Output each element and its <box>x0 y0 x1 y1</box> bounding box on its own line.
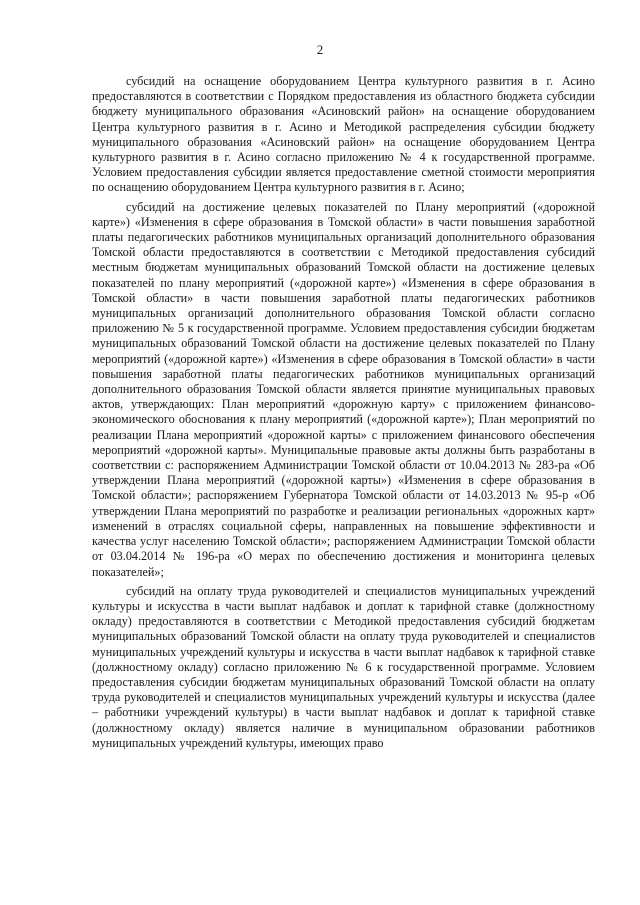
paragraph-subsidy-education-roadmap: субсидий на достижение целевых показателей по Плану мероприятий («дорожной карте») «Изменения в сфере образования в Томской области» в части повышения заработной платы педагогических работников муниципальных организаций дополнительного образования Томской области предоставляются в соответствии с Методикой предоставления субсидий местным бюджетам муниципальных образований Томской области на достижение целевых показателей по плану мероприятий («дорожной карте») «Изменения в сфере образования в Томской области» в части повышения заработной платы педагогических работников муниципальных организаций дополнительного образования Томской области согласно приложению № 5 к государственной программе. Условием предоставления субсидии бюджетам муниципальных образований Томской области на достижение целевых показателей по Плану мероприятий («дорожной карте») «Изменения в сфере образования в Томской области» в части повышения заработной платы педагогических работников муниципальных организаций дополнительного образования Томской области является принятие муниципальных правовых актов, утверждающих: План мероприятий «дорожную карту» с приложением финансово-экономического обоснования к плану мероприятий («дорожной карте»); План мероприятий по реализации Плана мероприятий «дорожной карты» с приложением финансового обеспечения мероприятий «дорожной карты». Муниципальные правовые акты должны быть разработаны в соответствии с: распоряжением Администрации Томской области от 10.04.2013 № 283-ра «Об утверждении Плана мероприятий («дорожной карты») «Изменения в сфере образования в Томской области»; распоряжением Губернатора Томской области от 14.03.2013 № 95-р «Об утверждении Плана мероприятий по разработке и реализации региональных «дорожных карт» изменений в отраслях социальной сферы, направленных на повышение эффективности и качества услуг населению Томской области»; распоряжением Администрации Томской области от 03.04.2014 № 196-ра «О мерах по обеспечению достижения и мониторинга целевых показателей»; <box>92 199 595 579</box>
document-body <box>92 74 595 755</box>
paragraph-subsidy-culture-wages: субсидий на оплату труда руководителей и специалистов муниципальных учреждений культуры и искусства в части выплат надбавок и доплат к тарифной ставке (должностному окладу) предоставляются в соответствии с Методикой предоставления субсидий бюджетам муниципальных образований Томской области на оплату труда руководителей и специалистов муниципальных учреждений культуры и искусства в части выплат надбавок к тарифной ставке (должностному окладу) согласно приложению № 6 к государственной программе. Условием предоставления субсидии бюджетам муниципальных образований Томской области на оплату труда руководителей и специалистов муниципальных учреждений культуры и искусства (далее – работники учреждений культуры) в части выплат надбавок и доплат к тарифной ставке (должностному окладу) является наличие в муниципальном образовании работников муниципальных учреждений культуры, имеющих право <box>92 583 595 750</box>
page-number: 2 <box>316 42 324 57</box>
paragraph-subsidy-asino-equipment: субсидий на оснащение оборудованием Центра культурного развития в г. Асино предоставляются в соответствии с Порядком предоставления из областного бюджета субсидии бюджету муниципального образования «Асиновский район» на оснащение оборудованием Центра культурного развития в г. Асино и Методикой распределения субсидии бюджету муниципального образования «Асиновский район» на оснащение оборудованием Центра культурного развития в г. Асино согласно приложению № 4 к государственной программе. Условием предоставления субсидии является предоставление сметной стоимости мероприятия по оснащению оборудованием Центра культурного развития в г. Асино; <box>92 74 595 195</box>
